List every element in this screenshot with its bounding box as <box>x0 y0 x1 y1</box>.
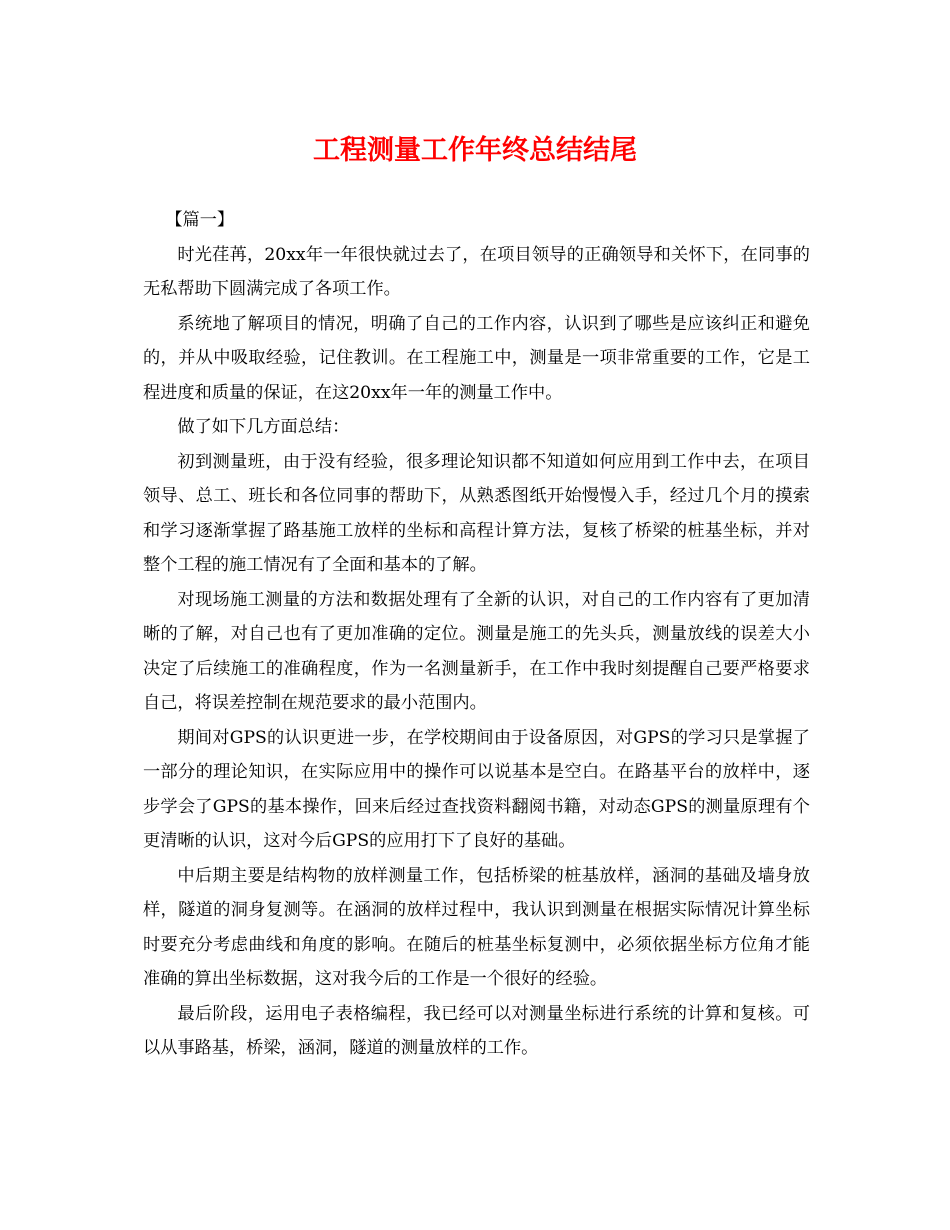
paragraph-2: 系统地了解项目的情况，明确了自己的工作内容，认识到了哪些是应该纠正和避免的，并从中吸取经验，记住教训。在工程施工中，测量是一项非常重要的工作，它是工程进度和质量的保证，在这20xx年一年的测量工作中。 <box>143 313 810 403</box>
paragraph-6: 期间对GPS的认识更进一步，在学校期间由于设备原因，对GPS的学习只是掌握了一部分的理论知识，在实际应用中的操作可以说基本是空白。在路基平台的放样中，逐步学会了GPS的基本操作，回来后经过查找资料翻阅书籍，对动态GPS的测量原理有个更清晰的认识，这对今后GPS的应用打下了良好的基础。 <box>143 727 810 851</box>
paragraph-7: 中后期主要是结构物的放样测量工作，包括桥梁的桩基放样，涵洞的基础及墙身放样，隧道的洞身复测等。在涵洞的放样过程中，我认识到测量在根据实际情况计算坐标时要充分考虑曲线和角度的影响。在随后的桩基坐标复测中，必须依据坐标方位角才能准确的算出坐标数据，这对我今后的工作是一个很好的经验。 <box>143 865 810 989</box>
document-title: 工程测量工作年终总结结尾 <box>313 135 637 166</box>
paragraph-5: 对现场施工测量的方法和数据处理有了全新的认识，对自己的工作内容有了更加清晰的了解，对自己也有了更加准确的定位。测量是施工的先头兵，测量放线的误差大小决定了后续施工的准确程度，作为一名测量新手，在工作中我时刻提醒自己要严格要求自己，将误差控制在规范要求的最小范围内。 <box>143 589 810 713</box>
document-body <box>143 203 810 1066</box>
paragraph-8: 最后阶段，运用电子表格编程，我已经可以对测量坐标进行系统的计算和复核。可以从事路基，桥梁，涵洞，隧道的测量放样的工作。 <box>143 1003 810 1058</box>
paragraph-1: 时光荏苒，20xx年一年很快就过去了，在项目领导的正确领导和关怀下，在同事的无私帮助下圆满完成了各项工作。 <box>143 244 810 299</box>
section-label: 【篇一】 <box>165 210 235 230</box>
paragraph-4: 初到测量班，由于没有经验，很多理论知识都不知道如何应用到工作中去，在项目领导、总工、班长和各位同事的帮助下，从熟悉图纸开始慢慢入手，经过几个月的摸索和学习逐渐掌握了路基施工放样的坐标和高程计算方法，复核了桥梁的桩基坐标，并对整个工程的施工情况有了全面和基本的了解。 <box>143 451 810 575</box>
paragraph-3: 做了如下几方面总结： <box>177 417 350 437</box>
